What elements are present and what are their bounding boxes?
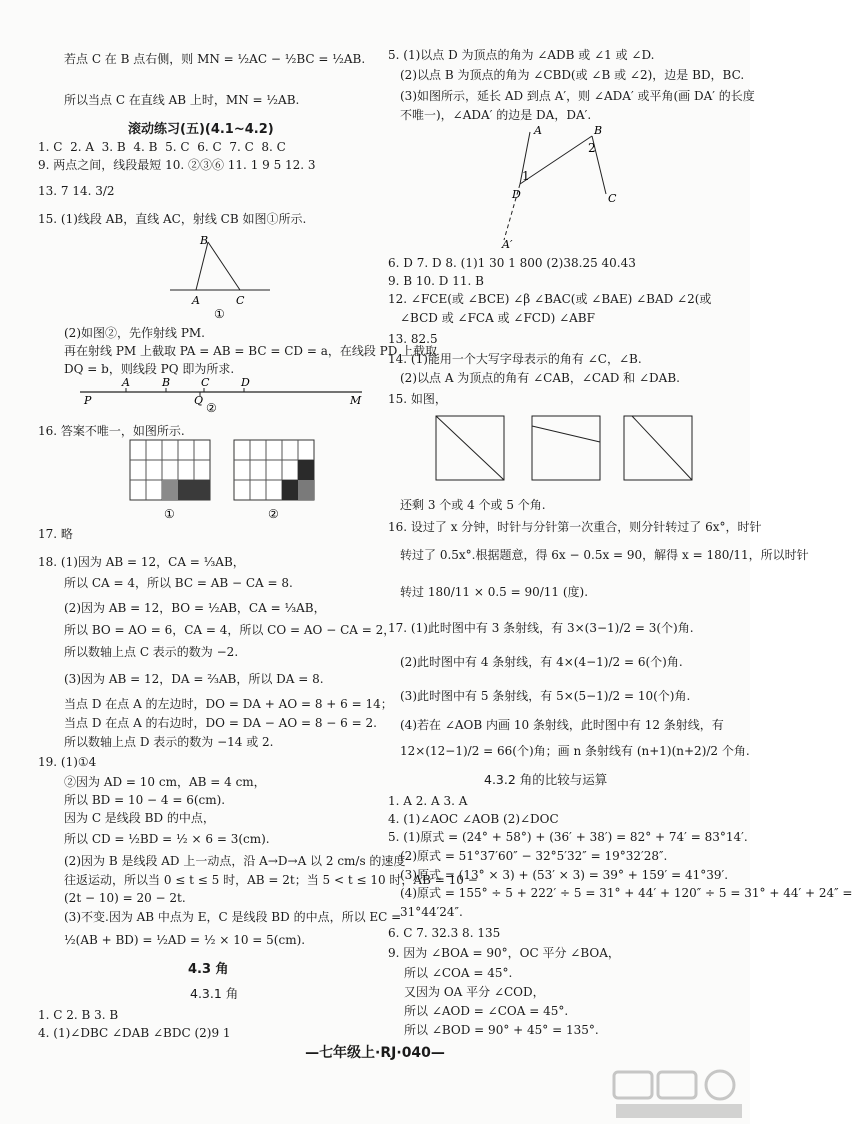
text-line: 不唯一)，∠ADA′ 的边是 DA，DA′. bbox=[400, 108, 592, 122]
text-line: (2)此时图中有 4 条射线，有 4×(4−1)/2 = 6(个)角. bbox=[400, 655, 683, 669]
label-B: B bbox=[162, 376, 171, 389]
text-line: 所以 ∠AOD = ∠COA = 45°. bbox=[404, 1004, 569, 1018]
text-line: 5. (1)原式 = (24° + 58°) + (36′ + 38′) = 82° + 74′ = 83°14′. bbox=[388, 830, 748, 844]
figure-number: ② bbox=[206, 401, 217, 415]
text-line: ∠BCD 或 ∠FCA 或 ∠FCD) ∠ABF bbox=[400, 311, 595, 325]
answer: 3. B bbox=[101, 140, 126, 154]
text-line: 13. 7 14. 3/2 bbox=[38, 184, 115, 198]
text-line: 又因为 OA 平分 ∠COD， bbox=[404, 985, 545, 999]
figure-q15 bbox=[436, 414, 696, 486]
answer: 2. A bbox=[70, 140, 95, 154]
answer: 6. C bbox=[197, 140, 222, 154]
text-line: 31°44′24″. bbox=[400, 905, 463, 919]
text-line: 4. (1)∠AOC ∠AOB (2)∠DOC bbox=[388, 812, 559, 826]
label-A: A bbox=[192, 294, 200, 307]
text-line: (2)因为 B 是线段 AD 上一动点，沿 A→D→A 以 2 cm/s 的速度 bbox=[64, 854, 406, 868]
label-Q: Q bbox=[194, 394, 204, 407]
label-C: C bbox=[236, 294, 245, 307]
text-line: 因为 C 是线段 BD 的中点， bbox=[64, 811, 215, 825]
text-line: 19. (1)①4 bbox=[38, 755, 97, 769]
text-line: (3)此时图中有 5 条射线，有 5×(5−1)/2 = 10(个)角. bbox=[400, 689, 691, 703]
subsection-title: 4.3.2 角的比较与运算 bbox=[484, 772, 608, 787]
answer: 7. C bbox=[229, 140, 254, 154]
text-line: (2t − 10) = 20 − 2t. bbox=[64, 891, 186, 905]
text-line: 所以当点 C 在直线 AB 上时，MN = ½AB. bbox=[64, 93, 300, 107]
text-line: 转过 180/11 × 0.5 = 90/11 (度). bbox=[400, 585, 589, 599]
text-line: 9. 两点之间，线段最短 10. ②③⑥ 11. 1 9 5 12. 3 bbox=[38, 158, 316, 172]
text-line: 15. (1)线段 AB，直线 AC，射线 CB 如图①所示. bbox=[38, 212, 307, 226]
text-line: ½(AB + BD) = ½AD = ½ × 10 = 5(cm). bbox=[64, 933, 306, 947]
label-P: P bbox=[84, 394, 92, 407]
text-line: 1. A 2. A 3. A bbox=[388, 794, 468, 808]
label-D: D bbox=[512, 188, 521, 201]
text-line: 18. (1)因为 AB = 12，CA = ⅓AB， bbox=[38, 555, 245, 569]
text-line: 所以 BO = AO = 6，CA = 4，所以 CO = AO − CA = 2， bbox=[64, 623, 396, 637]
text-line: 所以数轴上点 C 表示的数为 −2. bbox=[64, 645, 239, 659]
grid-1 bbox=[130, 440, 210, 500]
label-B: B bbox=[200, 234, 209, 247]
text-line: (3)如图所示，延长 AD 到点 A′，则 ∠ADA′ 或平角(画 DA′ 的长度 bbox=[400, 89, 755, 103]
text-line: (2)因为 AB = 12，BO = ½AB，CA = ⅓AB， bbox=[64, 601, 326, 615]
label-A: A bbox=[122, 376, 130, 389]
mc-answers bbox=[38, 140, 286, 155]
text-line: 6. D 7. D 8. (1)1 30 1 800 (2)38.25 40.43 bbox=[388, 256, 636, 270]
text-line: 16. 答案不唯一，如图所示. bbox=[38, 424, 185, 438]
label-A-prime: A′ bbox=[502, 238, 513, 251]
figure-1 bbox=[170, 232, 280, 322]
text-line: 6. C 7. 32.3 8. 135 bbox=[388, 926, 501, 940]
text-line: 所以 ∠COA = 45°. bbox=[404, 966, 513, 980]
text-line: 16. 设过了 x 分钟，时针与分针第一次重合，则分针转过了 6x°，时针 bbox=[388, 520, 762, 534]
text-line: (2)以点 A 为顶点的角有 ∠CAB，∠CAD 和 ∠DAB. bbox=[400, 371, 680, 385]
text-line: 15. 如图， bbox=[388, 392, 447, 406]
text-line: 所以 ∠BOD = 90° + 45° = 135°. bbox=[404, 1023, 599, 1037]
figure-q5 bbox=[490, 122, 640, 252]
label-M: M bbox=[350, 394, 362, 407]
text-line: 所以 CD = ½BD = ½ × 6 = 3(cm). bbox=[64, 832, 270, 846]
text-line: (3)不变.因为 AB 中点为 E，C 是线段 BD 的中点，所以 EC = bbox=[64, 910, 402, 924]
label-angle-1: 1 bbox=[522, 169, 530, 183]
text-line: 14. (1)能用一个大写字母表示的角有 ∠C，∠B. bbox=[388, 352, 642, 366]
text-line: (3)原式 = (13° × 3) + (53′ × 3) = 39° + 159′ = 41°39′. bbox=[400, 868, 729, 882]
figure-number: ① bbox=[214, 307, 225, 321]
label-angle-2: 2 bbox=[588, 141, 596, 155]
text-line: 1. C 2. B 3. B bbox=[38, 1008, 119, 1022]
figure-2 bbox=[80, 376, 370, 416]
watermark-logo bbox=[612, 1068, 748, 1122]
figure-number: ① bbox=[164, 507, 175, 521]
text-line: (2)如图②，先作射线 PM. bbox=[64, 326, 205, 340]
text-line: 9. B 10. D 11. B bbox=[388, 274, 484, 288]
text-line: (4)若在 ∠AOB 内画 10 条射线，此时图中有 12 条射线，有 bbox=[400, 718, 724, 732]
text-line: 9. 因为 ∠BOA = 90°，OC 平分 ∠BOA， bbox=[388, 946, 620, 960]
text-line: 还剩 3 个或 4 个或 5 个角. bbox=[400, 498, 546, 512]
text-line: 往返运动，所以当 0 ≤ t ≤ 5 时，AB = 2t；当 5 < t ≤ 10 时，AB = 10 − bbox=[64, 873, 478, 887]
subsection-title: 4.3.1 角 bbox=[190, 986, 239, 1001]
label-B: B bbox=[594, 124, 603, 137]
text-line: 17. (1)此时图中有 3 条射线，有 3×(3−1)/2 = 3(个)角. bbox=[388, 621, 694, 635]
text-line: 再在射线 PM 上截取 PA = AB = BC = CD = a，在线段 PD 上截取 bbox=[64, 344, 438, 358]
section-title: 滚动练习(五)(4.1~4.2) bbox=[128, 122, 274, 137]
figure-16 bbox=[130, 440, 330, 522]
text-line: ②因为 AD = 10 cm，AB = 4 cm， bbox=[64, 775, 266, 789]
text-line: 所以数轴上点 D 表示的数为 −14 或 2. bbox=[64, 735, 274, 749]
text-line: 4. (1)∠DBC ∠DAB ∠BDC (2)9 1 bbox=[38, 1026, 231, 1040]
text-line: 5. (1)以点 D 为顶点的角为 ∠ADB 或 ∠1 或 ∠D. bbox=[388, 48, 655, 62]
label-A: A bbox=[534, 124, 542, 137]
text-line: (2)以点 B 为顶点的角为 ∠CBD(或 ∠B 或 ∠2)，边是 BD，BC. bbox=[400, 68, 745, 82]
text-line: (3)因为 AB = 12，DA = ⅔AB，所以 DA = 8. bbox=[64, 672, 324, 686]
answer: 5. C bbox=[165, 140, 190, 154]
text-line: 当点 D 在点 A 的左边时，DO = DA + AO = 8 + 6 = 14； bbox=[64, 697, 393, 711]
text-line: (2)原式 = 51°37′60″ − 32°5′32″ = 19°32′28″. bbox=[400, 849, 668, 863]
answer: 8. C bbox=[261, 140, 286, 154]
text-line: 17. 略 bbox=[38, 527, 73, 541]
text-line: 若点 C 在 B 点右侧，则 MN = ½AC − ½BC = ½AB. bbox=[64, 52, 366, 66]
text-line: 所以 BD = 10 − 4 = 6(cm). bbox=[64, 793, 226, 807]
page-footer: —七年级上·RJ·040— bbox=[305, 1045, 445, 1061]
answer: 4. B bbox=[133, 140, 158, 154]
grid-2 bbox=[234, 440, 314, 500]
label-D: D bbox=[241, 376, 250, 389]
figure-number: ② bbox=[268, 507, 279, 521]
text-line: DQ = b，则线段 PQ 即为所求. bbox=[64, 362, 235, 376]
text-line: 当点 D 在点 A 的右边时，DO = DA − AO = 8 − 6 = 2. bbox=[64, 716, 377, 730]
label-C: C bbox=[608, 192, 617, 205]
text-line: 12×(12−1)/2 = 66(个)角；画 n 条射线有 (n+1)(n+2)/2 个角. bbox=[400, 744, 750, 758]
text-line: (4)原式 = 155° ÷ 5 + 222′ ÷ 5 = 31° + 44′ + 120″ ÷ 5 = 31° + 44′ + 24″ = bbox=[400, 886, 853, 900]
section-title: 4.3 角 bbox=[188, 962, 229, 977]
answer: 1. C bbox=[38, 140, 63, 154]
text-line: 转过了 0.5x°.根据题意，得 6x − 0.5x = 90，解得 x = 180/11，所以时针 bbox=[400, 548, 809, 562]
text-line: 13. 82.5 bbox=[388, 332, 438, 346]
text-line: 所以 CA = 4，所以 BC = AB − CA = 8. bbox=[64, 576, 293, 590]
label-C: C bbox=[201, 376, 210, 389]
text-line: 12. ∠FCE(或 ∠BCE) ∠β ∠BAC(或 ∠BAE) ∠BAD ∠2(或 bbox=[388, 292, 712, 306]
